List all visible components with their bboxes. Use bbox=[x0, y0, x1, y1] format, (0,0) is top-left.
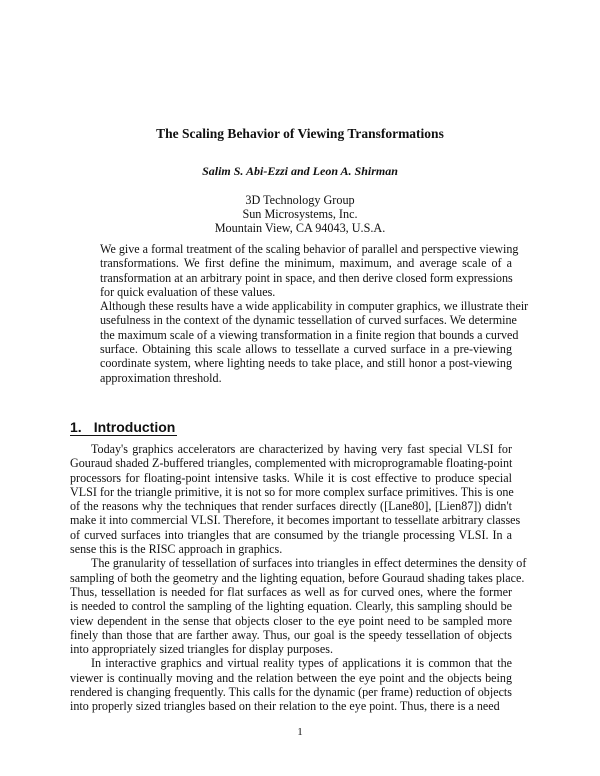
text-line: The granularity of tessellation of surfaces into triangles in effect determines the density of bbox=[91, 556, 527, 571]
text-line: processors for floating-point intensive tasks. While it is cost effective to produce special bbox=[70, 470, 512, 485]
text-line: finely than those that are farther away. Thus, our goal is the speedy tessellation of objects bbox=[70, 627, 512, 642]
paragraph bbox=[70, 656, 512, 713]
text-line: sense this is the RISC approach in graphics. bbox=[70, 542, 283, 557]
text-line: the maximum scale of a viewing transformation in a finite region that bounds a curved bbox=[100, 327, 519, 342]
text-line: transformation at an arbitrary point in space, and then derive closed form expressions bbox=[100, 270, 513, 285]
text-line: VLSI for the triangle primitive, it is not so for more complex surface primitives. This is one bbox=[70, 484, 514, 499]
authors: Salim S. Abi-Ezzi and Leon A. Shirman bbox=[202, 164, 398, 178]
affiliation-line: 3D Technology Group bbox=[245, 193, 355, 207]
paragraph bbox=[100, 299, 529, 385]
text-line: Although these results have a wide applicability in computer graphics, we illustrate their bbox=[100, 299, 529, 314]
text-line: approximation threshold. bbox=[100, 370, 222, 385]
text-line: usefulness in the context of the dynamic tessellation of curved surfaces. We determine bbox=[100, 313, 517, 328]
text-line: viewer is continually moving and the relation between the eye point and the objects being bbox=[70, 670, 512, 685]
paragraph bbox=[70, 556, 527, 657]
text-line: sampling of both the geometry and the lighting equation, before Gouraud shading takes place. bbox=[70, 570, 525, 585]
affiliation-line: Mountain View, CA 94043, U.S.A. bbox=[214, 221, 386, 236]
text-line: is needed to control the sampling of the lighting equation. Clearly, this sampling should be bbox=[70, 599, 512, 614]
paragraph bbox=[70, 442, 521, 557]
text-line: view dependent in the sense that objects closer to the eye point need to be sampled more bbox=[70, 613, 512, 628]
text-line: make it into commercial VLSI. Therefore, it becomes important to tessellate arbitrary classes bbox=[70, 513, 521, 528]
text-line: Today's graphics accelerators are characterized by having very fast special VLSI for bbox=[91, 442, 512, 456]
text-line: into appropriately sized triangles for display purposes. bbox=[70, 642, 333, 657]
text-line: for quick evaluation of these values. bbox=[100, 284, 276, 299]
text-line: Gouraud shaded Z-buffered triangles, complemented with microprogramable floating-point bbox=[70, 456, 513, 471]
text-line: into properly sized triangles based on their relation to the eye point. Thus, there is a need bbox=[70, 699, 500, 714]
section-title: Introduction bbox=[93, 419, 176, 435]
section-number: 1. bbox=[70, 419, 82, 435]
page-number: 1 bbox=[297, 726, 303, 738]
text-line: coordinate system, where lighting needs to take place, and still honor a post-viewing bbox=[100, 356, 512, 371]
text-line: Thus, tessellation is needed for flat surfaces as well as for curved ones, where the former bbox=[70, 584, 512, 599]
body-text bbox=[70, 442, 527, 714]
abstract bbox=[100, 242, 529, 385]
text-line: of the reasons why the techniques that render surfaces directly ([Lane80], [Lien87]) didn't bbox=[70, 499, 512, 514]
text-line: rendered is changing frequently. This calls for the dynamic (per frame) reduction of objects bbox=[70, 685, 512, 700]
text-line: In interactive graphics and virtual reality types of applications it is common that the bbox=[91, 656, 512, 671]
section-heading bbox=[70, 419, 177, 436]
text-line: transformations. We first define the minimum, maximum, and average scale of a bbox=[100, 256, 512, 271]
text-line: surface. Obtaining this scale allows to tessellate a curved surface in a pre-viewing bbox=[100, 342, 512, 357]
text-line: of curved surfaces into triangles that are consumed by the triangle processing VLSI. In a bbox=[70, 527, 512, 542]
affiliation-line: Sun Microsystems, Inc. bbox=[242, 207, 358, 222]
text-line: We give a formal treatment of the scaling behavior of parallel and perspective viewing bbox=[100, 242, 519, 256]
paper-title: The Scaling Behavior of Viewing Transformations bbox=[156, 126, 444, 141]
paragraph bbox=[100, 242, 519, 299]
affiliation bbox=[0, 193, 600, 236]
